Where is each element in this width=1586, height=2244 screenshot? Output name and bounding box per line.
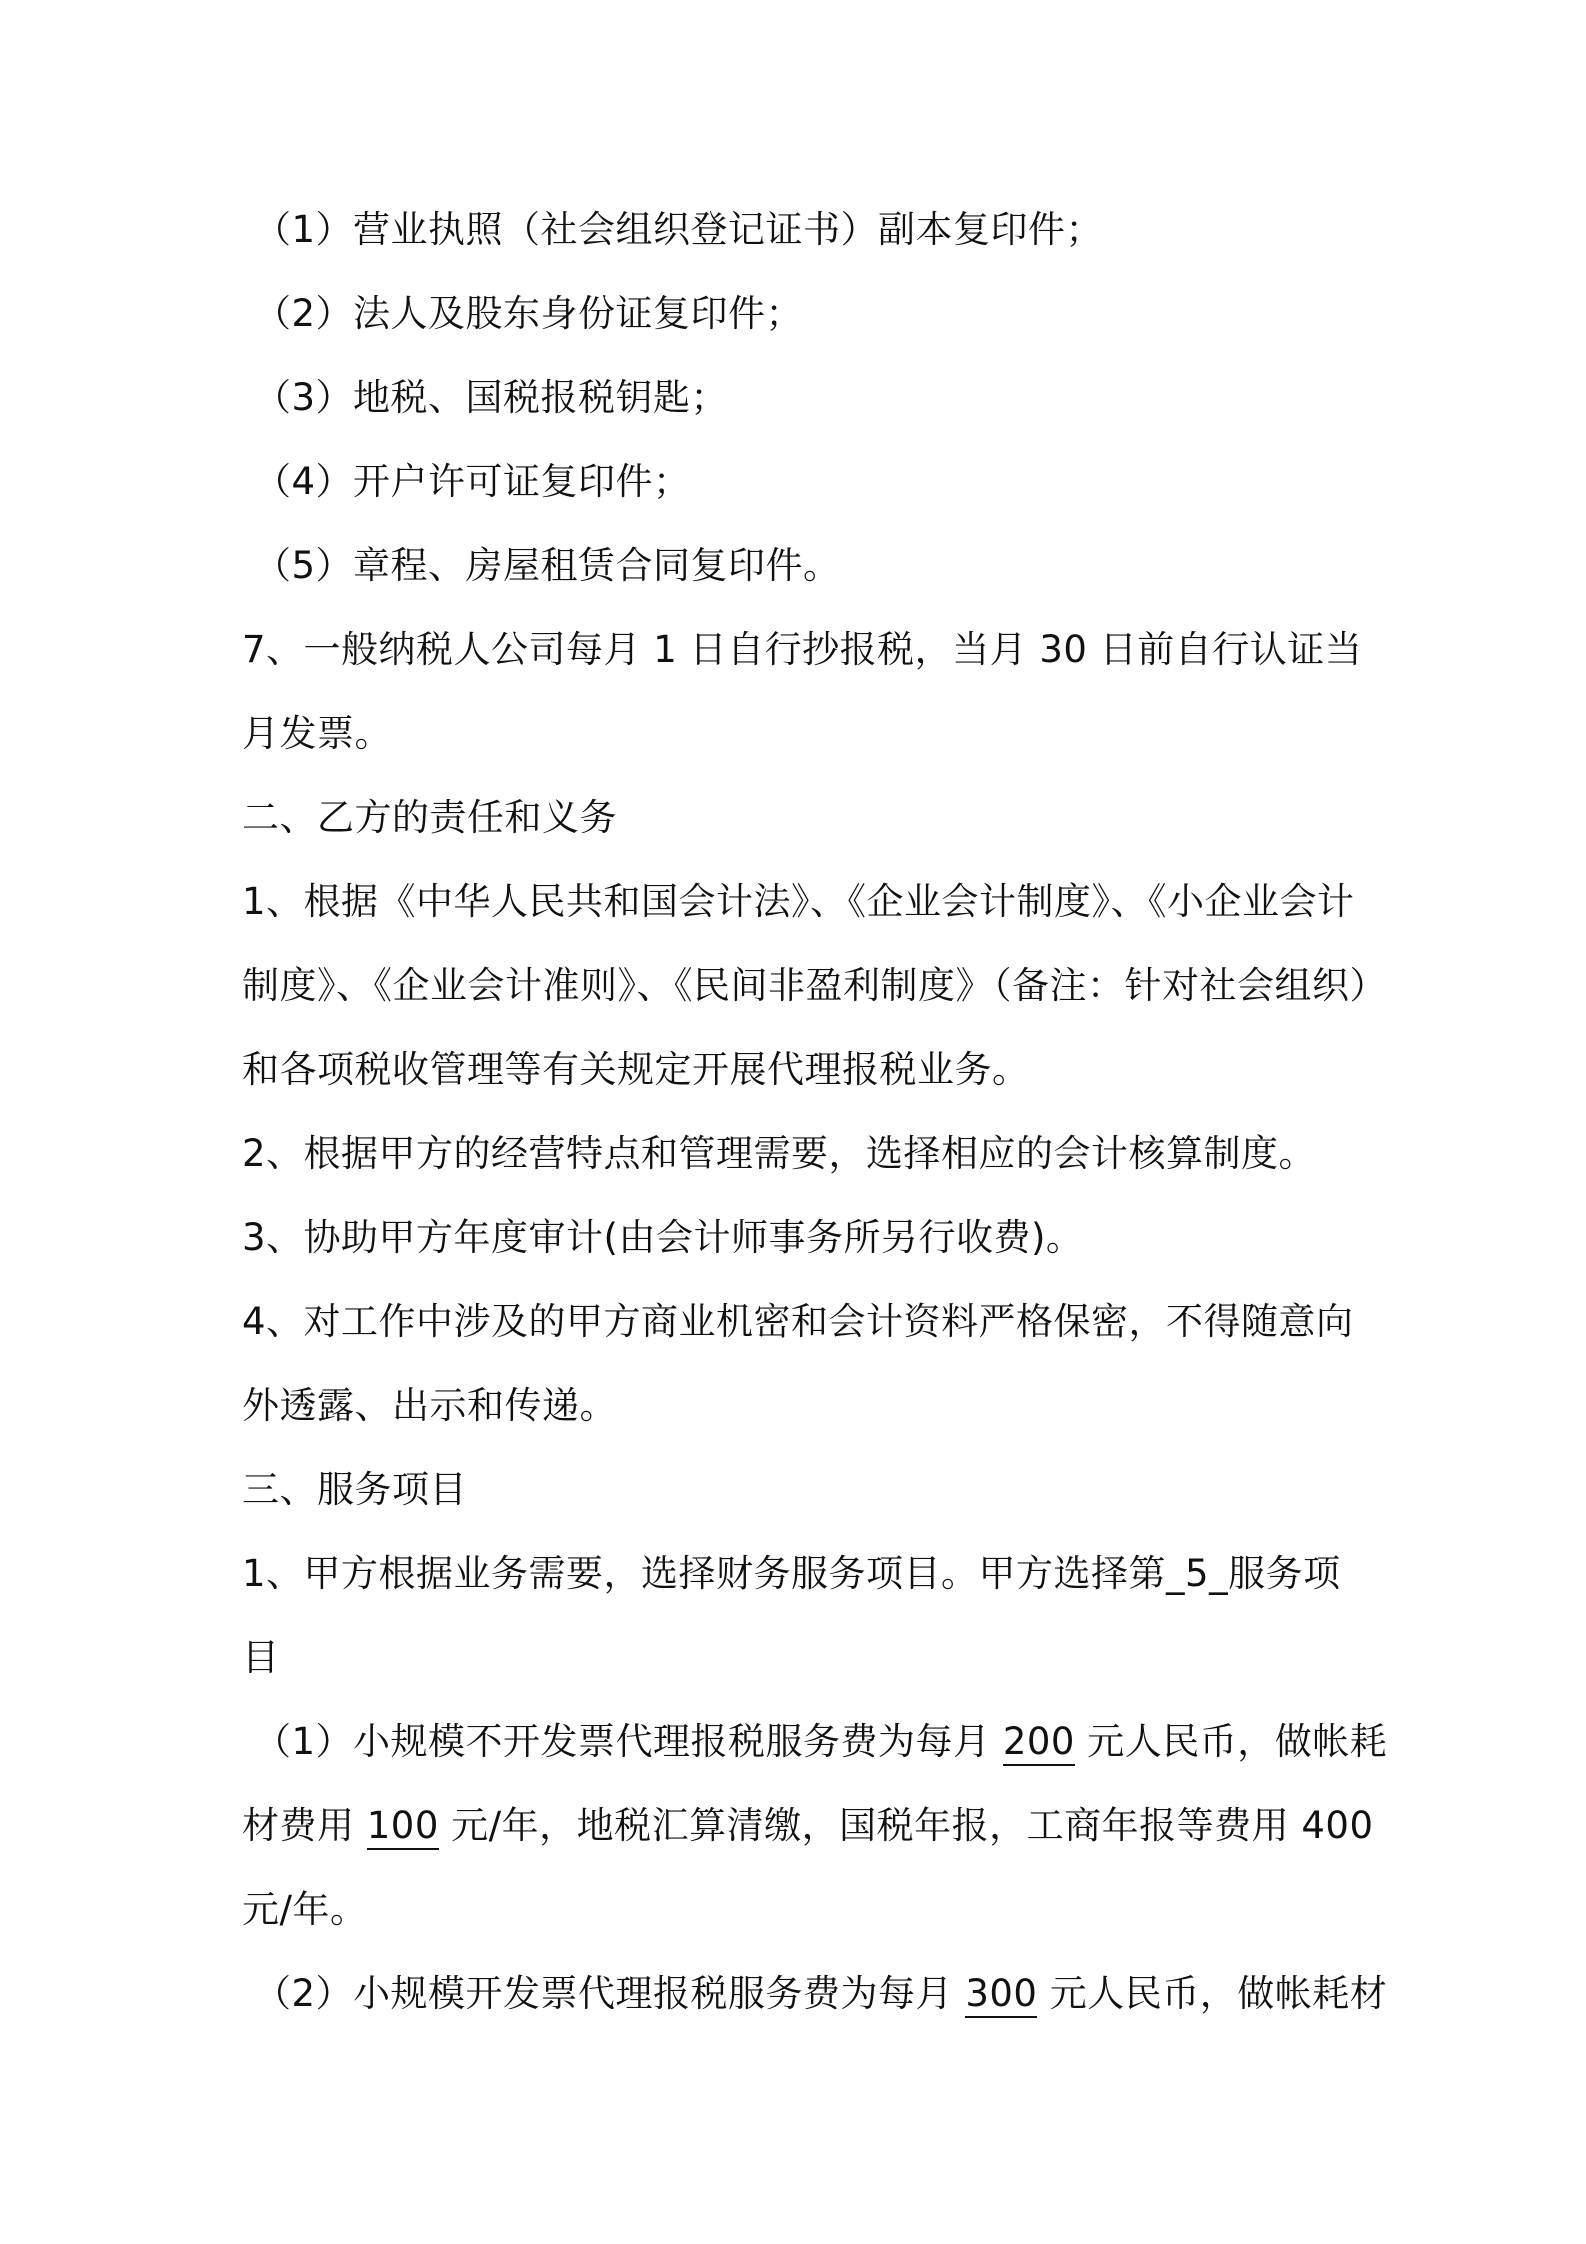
- paragraph-confidentiality-cont: 外透露、出示和传递。: [242, 1384, 617, 1427]
- paragraph-annual-audit: 3、协助甲方年度审计(由会计师事务所另行收费)。: [242, 1216, 1084, 1259]
- paragraph-general-taxpayer: 7、一般纳税人公司每月 1 日自行抄报税，当月 30 日前自行认证当: [242, 628, 1363, 671]
- paragraph-small-scale-no-invoice: [254, 1718, 1388, 1766]
- fee-monthly-200: 200: [1003, 1720, 1075, 1766]
- list-item-business-license: （1）营业执照（社会组织登记证书）副本复印件；: [254, 208, 1104, 251]
- paragraph-accounting-law: 1、根据《中华人民共和国会计法》、《企业会计制度》、《小企业会计: [242, 880, 1355, 923]
- section-heading-party-b: 二、乙方的责任和义务: [242, 796, 617, 839]
- section-heading-services: 三、服务项目: [242, 1468, 467, 1511]
- fee-materials-100: 100: [367, 1804, 439, 1850]
- paragraph-accounting-law-cont1: 制度》、《企业会计准则》、《民间非盈利制度》（备注：针对社会组织）: [242, 964, 1387, 1007]
- paragraph-service-selection: 1、甲方根据业务需要，选择财务服务项目。甲方选择第_5_服务项: [242, 1552, 1341, 1595]
- text-segment: 元人民币，做帐耗: [1074, 1720, 1388, 1763]
- paragraph-small-scale-no-invoice-end: 元/年。: [242, 1888, 368, 1931]
- list-item-account-permit: （4）开户许可证复印件；: [254, 460, 691, 503]
- text-segment: 元/年，地税汇算清缴，国税年报，工商年报等费用 400: [438, 1804, 1374, 1847]
- paragraph-general-taxpayer-cont: 月发票。: [242, 712, 392, 755]
- paragraph-accounting-system: 2、根据甲方的经营特点和管理需要，选择相应的会计核算制度。: [242, 1132, 1317, 1175]
- list-item-tax-keys: （3）地税、国税报税钥匙；: [254, 376, 729, 419]
- paragraph-accounting-law-cont2: 和各项税收管理等有关规定开展代理报税业务。: [242, 1048, 1030, 1091]
- list-item-articles-lease: （5）章程、房屋租赁合同复印件。: [254, 544, 841, 587]
- paragraph-small-scale-invoice: [254, 1970, 1388, 2018]
- paragraph-small-scale-no-invoice-cont: [242, 1802, 1374, 1850]
- paragraph-confidentiality: 4、对工作中涉及的甲方商业机密和会计资料严格保密，不得随意向: [242, 1300, 1354, 1343]
- text-segment: 元人民币，做帐耗材: [1037, 1972, 1388, 2015]
- paragraph-service-selection-cont: 目: [242, 1636, 280, 1679]
- list-item-id-copies: （2）法人及股东身份证复印件；: [254, 292, 804, 335]
- text-segment: （1）小规模不开发票代理报税服务费为每月: [254, 1720, 1003, 1763]
- text-segment: （2）小规模开发票代理报税服务费为每月: [254, 1972, 966, 2015]
- fee-monthly-300: 300: [965, 1972, 1037, 2018]
- text-segment: 材费用: [242, 1804, 367, 1847]
